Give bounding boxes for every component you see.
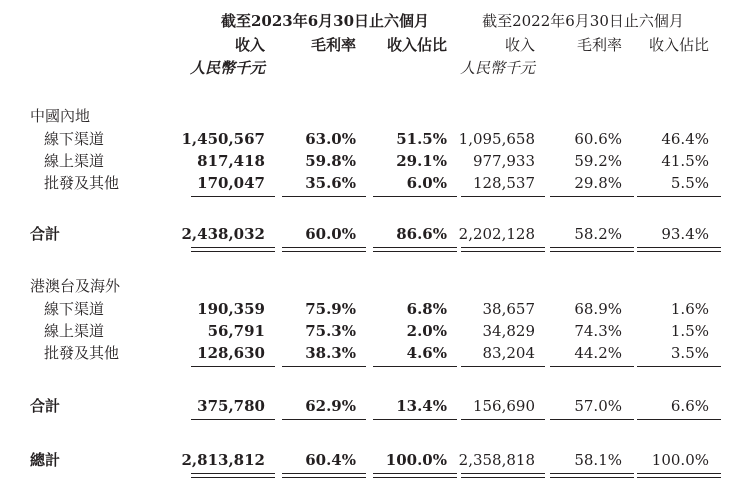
revenue-2023: 375,780 [197,397,265,415]
share-2023: 4.6% [406,344,447,362]
underline [550,366,634,367]
underline [282,196,366,197]
double-underline [461,473,545,478]
col-margin-2023: 毛利率 [310,36,356,54]
underline [373,366,457,367]
underline [637,196,721,197]
revenue-2023: 56,791 [207,322,265,340]
underline [461,196,545,197]
row-label: 線上渠道 [44,152,105,170]
subtotal-label: 合計 [30,397,61,415]
margin-2023: 60.4% [305,451,356,469]
row-label: 線下渠道 [44,130,105,148]
revenue-2023: 1,450,567 [181,130,265,148]
revenue-2022: 38,657 [482,300,535,318]
margin-2022: 59.2% [574,152,622,170]
share-2022: 100.0% [651,451,709,469]
double-underline [373,247,457,252]
underline [550,419,634,420]
share-2023: 6.8% [406,300,447,318]
double-underline [550,473,634,478]
period-2022-header: 截至2022年6月30日止六個月 [482,12,684,30]
revenue-2022: 2,202,128 [458,225,535,243]
double-underline [637,247,721,252]
underline [637,419,721,420]
margin-2023: 38.3% [305,344,356,362]
row-label: 線上渠道 [44,322,105,340]
share-2023: 29.1% [396,152,447,170]
revenue-2022: 2,358,818 [458,451,535,469]
revenue-2023: 170,047 [197,174,265,192]
revenue-2022: 128,537 [472,174,535,192]
share-2022: 41.5% [661,152,709,170]
double-underline [373,473,457,478]
underline [461,366,545,367]
col-share-2023: 收入佔比 [386,36,447,54]
underline [637,366,721,367]
col-revenue-2022: 收入 [504,36,535,54]
margin-2022: 68.9% [574,300,622,318]
share-2022: 6.6% [670,397,709,415]
margin-2023: 60.0% [305,225,356,243]
double-underline [191,473,275,478]
double-underline [637,473,721,478]
row-label: 批發及其他 [44,344,120,362]
share-2022: 1.5% [670,322,709,340]
underline [191,366,275,367]
margin-2023: 75.3% [305,322,356,340]
share-2023: 51.5% [396,130,447,148]
revenue-2023: 2,813,812 [181,451,265,469]
underline [191,196,275,197]
row-label: 批發及其他 [44,174,120,192]
underline [550,196,634,197]
revenue-2022: 83,204 [482,344,535,362]
share-2023: 86.6% [396,225,447,243]
share-2023: 13.4% [396,397,447,415]
double-underline [282,247,366,252]
unit-label-2023: 人民幣千元 [189,59,265,77]
margin-2022: 60.6% [574,130,622,148]
margin-2022: 57.0% [574,397,622,415]
margin-2023: 59.8% [305,152,356,170]
col-revenue-2023: 收入 [234,36,265,54]
underline [373,196,457,197]
subtotal-label: 合計 [30,225,61,243]
margin-2022: 29.8% [574,174,622,192]
row-label: 線下渠道 [44,300,105,318]
revenue-2022: 156,690 [472,397,535,415]
unit-label-2022: 人民幣千元 [459,59,535,77]
share-2022: 5.5% [670,174,709,192]
double-underline [550,247,634,252]
col-margin-2022: 毛利率 [576,36,622,54]
underline [282,366,366,367]
revenue-2022: 977,933 [472,152,535,170]
col-share-2022: 收入佔比 [648,36,709,54]
revenue-2022: 1,095,658 [458,130,535,148]
revenue-2023: 190,359 [197,300,265,318]
revenue-2023: 817,418 [197,152,265,170]
share-2022: 1.6% [670,300,709,318]
double-underline [282,473,366,478]
underline [282,419,366,420]
section-title-overseas: 港澳台及海外 [30,277,121,295]
share-2023: 100.0% [385,451,447,469]
margin-2023: 62.9% [305,397,356,415]
share-2022: 3.5% [670,344,709,362]
double-underline [461,247,545,252]
underline [461,419,545,420]
underline [373,419,457,420]
revenue-2023: 2,438,032 [181,225,265,243]
revenue-2022: 34,829 [482,322,535,340]
margin-2022: 58.2% [574,225,622,243]
margin-2022: 44.2% [574,344,622,362]
underline [191,419,275,420]
share-2022: 93.4% [661,225,709,243]
margin-2023: 75.9% [305,300,356,318]
grand-total-label: 總計 [30,451,61,469]
margin-2022: 74.3% [574,322,622,340]
margin-2022: 58.1% [574,451,622,469]
double-underline [191,247,275,252]
share-2023: 6.0% [406,174,447,192]
margin-2023: 63.0% [305,130,356,148]
period-2023-header: 截至2023年6月30日止六個月 [220,12,430,30]
share-2022: 46.4% [661,130,709,148]
margin-2023: 35.6% [305,174,356,192]
share-2023: 2.0% [406,322,447,340]
section-title-mainland: 中國內地 [30,107,91,125]
revenue-2023: 128,630 [197,344,265,362]
